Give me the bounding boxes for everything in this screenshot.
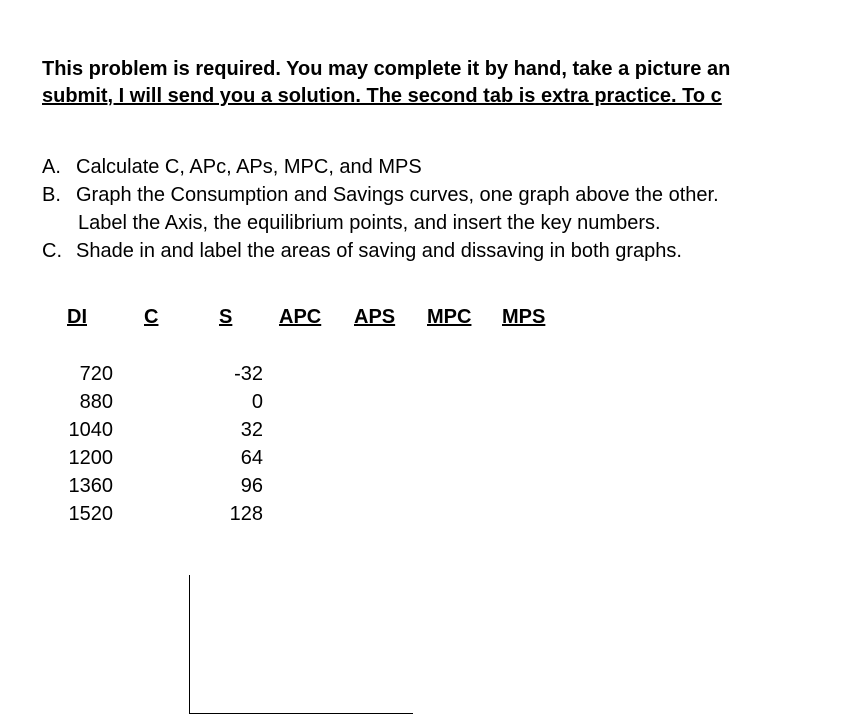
instruction-b: [42, 181, 822, 209]
instruction-text: Graph the Consumption and Savings curves, one graph above the other.: [76, 184, 719, 206]
column-header-mps: MPS: [502, 306, 546, 328]
instructions-list: [42, 153, 822, 265]
column-header-aps: APS: [354, 306, 396, 328]
instruction-text: Calculate C, APc, APs, MPC, and MPS: [76, 156, 422, 178]
di-cell: 1200: [68, 447, 113, 469]
heading-line-2: submit, I will send you a solution. The second tab is extra practice. To c: [42, 85, 722, 107]
s-cell: 0: [251, 391, 263, 413]
s-cell: 128: [229, 503, 263, 525]
graph-x-axis: [189, 713, 413, 714]
heading-line-1: This problem is required. You may complete it by hand, take a picture an: [42, 58, 731, 80]
instruction-text: Shade in and label the areas of saving and dissaving in both graphs.: [76, 240, 682, 262]
s-cell: -32: [234, 363, 263, 385]
column-header-s: S: [219, 306, 233, 328]
di-column: [50, 360, 113, 528]
instruction-letter: B.: [42, 184, 61, 206]
s-column: [200, 360, 263, 528]
column-header-di: DI: [67, 306, 87, 328]
instruction-b-continued: Label the Axis, the equilibrium points, and insert the key numbers.: [78, 212, 661, 234]
instruction-letter: C.: [42, 240, 62, 262]
column-header-c: C: [144, 306, 159, 328]
s-cell: 32: [240, 419, 263, 441]
instruction-c: [42, 237, 822, 265]
di-cell: 720: [79, 363, 113, 385]
di-cell: 1360: [68, 475, 113, 497]
di-cell: 880: [79, 391, 113, 413]
instruction-a: [42, 153, 822, 181]
s-cell: 64: [240, 447, 263, 469]
instruction-letter: A.: [42, 156, 61, 178]
di-cell: 1040: [68, 419, 113, 441]
graph-y-axis: [189, 575, 190, 714]
column-header-mpc: MPC: [427, 306, 472, 328]
di-cell: 1520: [68, 503, 113, 525]
column-header-apc: APC: [279, 306, 322, 328]
s-cell: 96: [240, 475, 263, 497]
problem-heading: [42, 56, 788, 110]
